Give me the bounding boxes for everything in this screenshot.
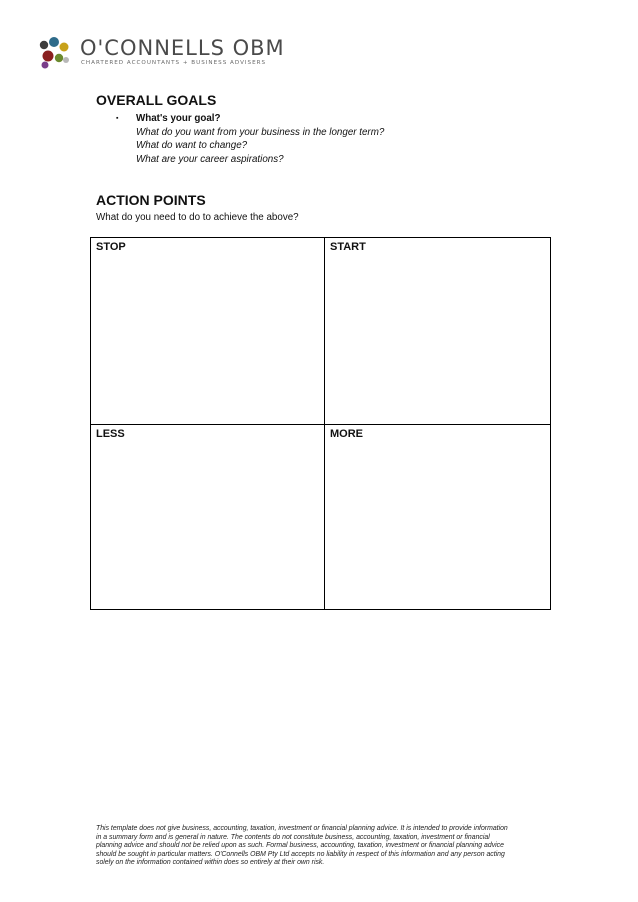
disclaimer <box>96 825 546 868</box>
cell-more-label: MORE <box>330 428 363 440</box>
logo-dots-icon <box>36 36 76 70</box>
goal-question: What's your goal? <box>136 113 221 124</box>
bullet-icon: ▪ <box>116 115 119 122</box>
goal-sub-question: What do want to change? <box>136 140 248 151</box>
grid-divider-horizontal <box>91 424 550 425</box>
overall-goals-heading: OVERALL GOALS <box>96 92 217 108</box>
goal-sub-question: What are your career aspirations? <box>136 153 284 165</box>
cell-stop-label: STOP <box>96 241 126 253</box>
disclaimer-line: solely on the information contained within does so entirely at their own risk. <box>96 859 325 867</box>
disclaimer-line: planning advice and should not be relied upon as such. Formal business, accounting, taxation, investment or financial planning advice <box>96 842 504 850</box>
disclaimer-line: in a summary form and is general in nature. The contents do not constitute business, accounting, taxation, investment or financial <box>96 833 490 841</box>
action-points-grid <box>90 237 551 610</box>
disclaimer-line: This template does not give business, accounting, taxation, investment or financial planning advice. It is intended to provide information <box>96 825 508 832</box>
goals-item <box>136 112 384 166</box>
company-logo <box>36 36 285 74</box>
logo-company-name: O'CONNELLS OBM <box>80 36 285 60</box>
cell-less-label: LESS <box>96 428 125 440</box>
action-points-heading: ACTION POINTS <box>96 192 206 208</box>
disclaimer-line: should be sought in particular matters. O'Connells OBM Pty Ltd accepts no liability in respect of this information and any person acting <box>96 850 505 858</box>
logo-tagline: CHARTERED ACCOUNTANTS + BUSINESS ADVISERS <box>81 60 267 66</box>
goal-sub-question: What do you want from your business in the longer term? <box>136 126 385 138</box>
cell-start-label: START <box>330 241 366 253</box>
action-points-intro: What do you need to do to achieve the above? <box>96 212 299 223</box>
